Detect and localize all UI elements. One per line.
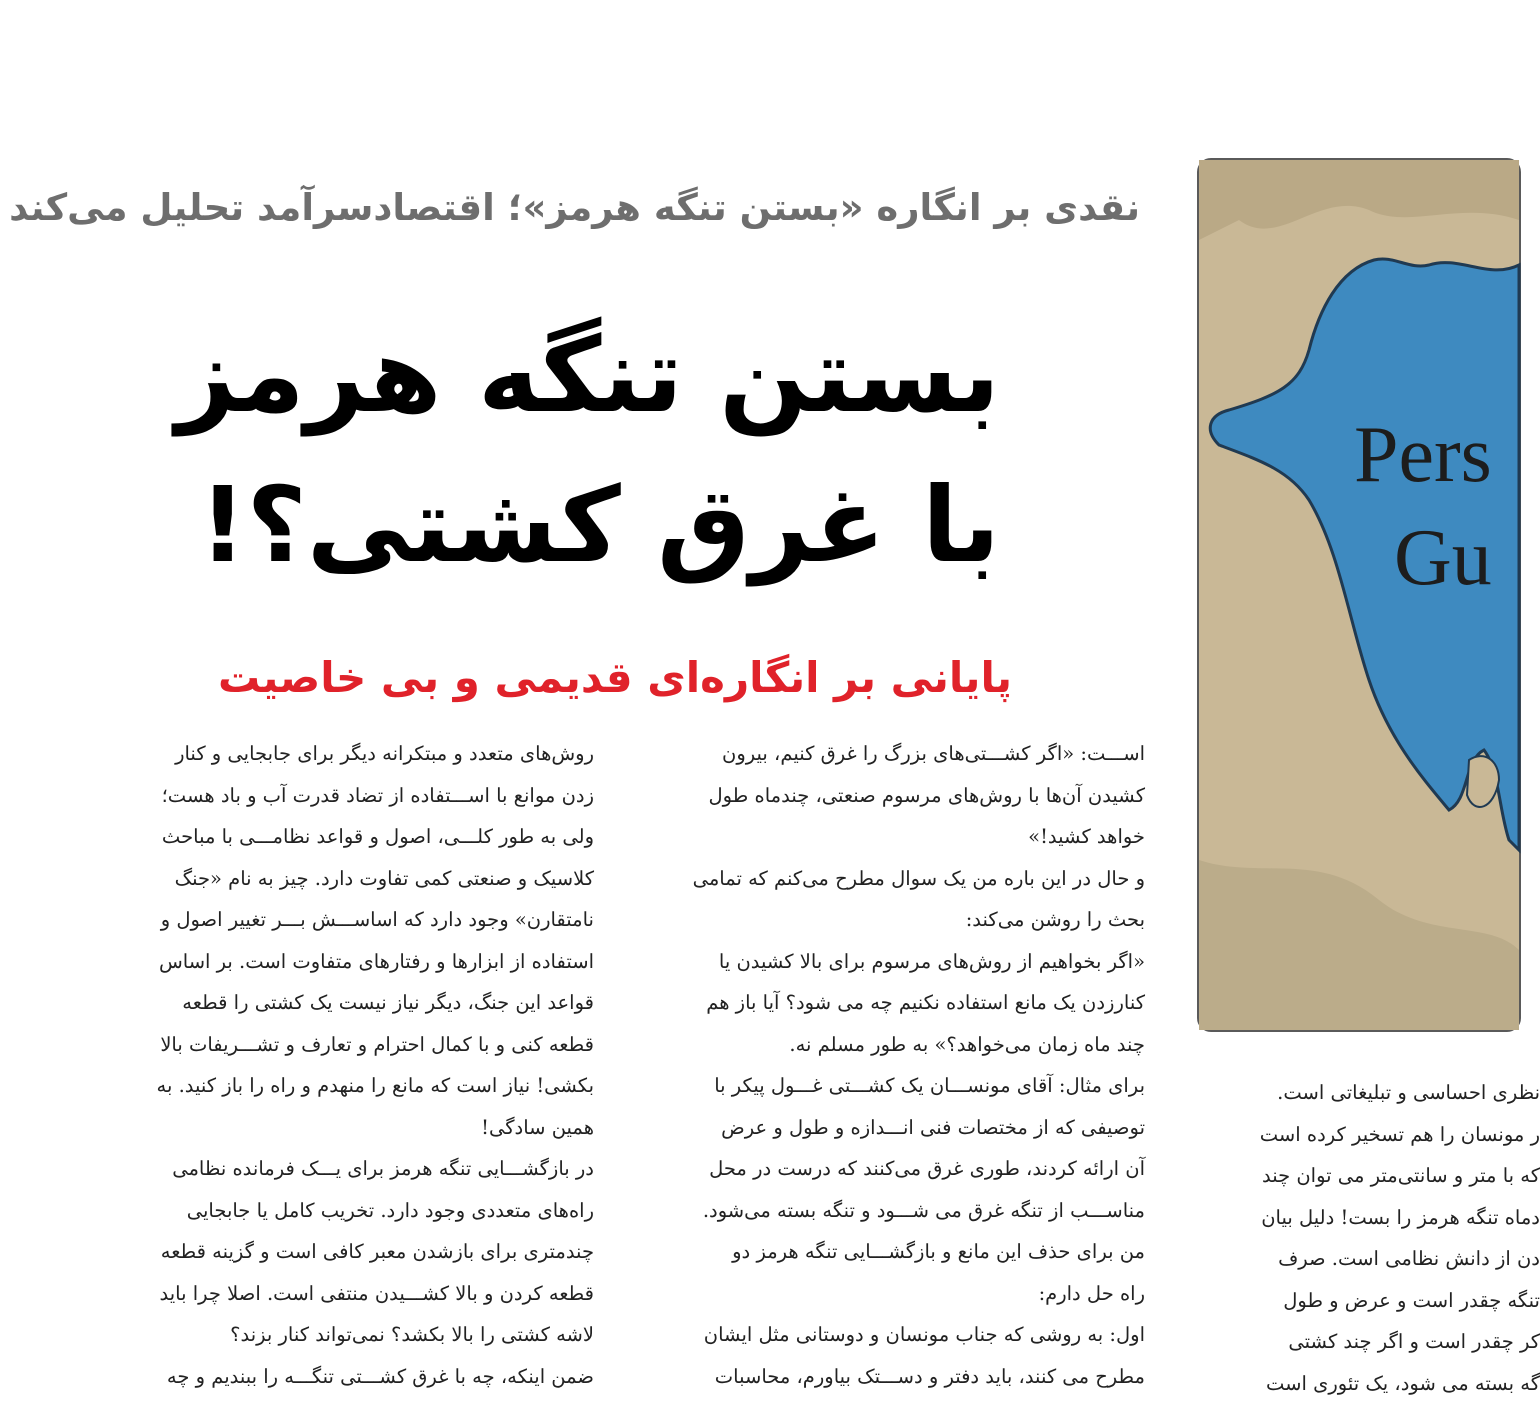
text-column-left <box>88 733 594 1397</box>
left-column-line: چندمتری برای بازشدن معبر کافی است و گزینه قطعه <box>88 1231 594 1273</box>
text-column-middle <box>640 733 1145 1397</box>
middle-column-line: کنارزدن یک مانع استفاده نکنیم چه می شود؟ آیا باز هم <box>640 982 1145 1024</box>
headline-line-1: بستن تنگه هرمز <box>240 300 1000 450</box>
headline-line-2: با غرق کشتی؟! <box>240 450 1000 600</box>
middle-column-line: راه حل دارم: <box>640 1273 1145 1315</box>
left-column-line: زدن موانع با اســـتفاده از تضاد قدرت آب و باد هست؛ <box>88 775 594 817</box>
left-column-line: قطعه کنی و با کمال احترام و تعارف و تشـــریفات بالا <box>88 1024 594 1066</box>
middle-column-line: مطرح می کنند، باید دفتر و دســـتک بیاورم، محاسبات <box>640 1356 1145 1398</box>
left-column-line: در بازگشـــایی تنگه هرمز برای یـــک فرمانده نظامی <box>88 1148 594 1190</box>
article-headline <box>240 300 1000 600</box>
persian-gulf-map-image <box>1197 158 1521 1032</box>
middle-column-line: مناســـب از تنگه غرق می شـــود و تنگه بسته می‌شود. <box>640 1190 1145 1232</box>
middle-column-line: خواهد کشید!» <box>640 816 1145 858</box>
map-label-line-1: Pers <box>1354 415 1492 495</box>
right-column-line: که با متر و سانتی‌متر می توان چند <box>1180 1155 1540 1197</box>
left-column-line: ضمن اینکه، چه با غرق کشـــتی تنگـــه را ببندیم و چه <box>88 1356 594 1398</box>
middle-column-line: اول: به روشی که جناب مونسان و دوستانی مثل ایشان <box>640 1314 1145 1356</box>
right-column-line: نظری احساسی و تبلیغاتی است. <box>1180 1072 1540 1114</box>
right-column-line: دن از دانش نظامی است. صرف <box>1180 1238 1540 1280</box>
right-column-line: ر مونسان را هم تسخیر کرده است <box>1180 1114 1540 1156</box>
middle-column-line: چند ماه زمان می‌خواهد؟» به طور مسلم نه. <box>640 1024 1145 1066</box>
left-column-line: بکشی! نیاز است که مانع را منهدم و راه را باز کنید. به <box>88 1065 594 1107</box>
middle-column-line: و حال در این باره من یک سوال مطرح می‌کنم که تمامی <box>640 858 1145 900</box>
left-column-line: همین سادگی! <box>88 1107 594 1149</box>
middle-column-line: بحث را روشن می‌کند: <box>640 899 1145 941</box>
middle-column-line: «اگر بخواهیم از روش‌های مرسوم برای بالا کشیدن یا <box>640 941 1145 983</box>
middle-column-line: من برای حذف این مانع و بازگشـــایی تنگه هرمز دو <box>640 1231 1145 1273</box>
left-column-line: کلاسیک و صنعتی کمی تفاوت دارد. چیز به نام «جنگ <box>88 858 594 900</box>
left-column-line: قواعد این جنگ، دیگر نیاز نیست یک کشتی را قطعه <box>88 982 594 1024</box>
middle-column-line: توصیفی که از مختصات فنی انـــدازه و طول و عرض <box>640 1107 1145 1149</box>
middle-column-line: اســـت: «اگر کشـــتی‌های بزرگ را غرق کنیم، بیرون <box>640 733 1145 775</box>
text-column-right <box>1180 1072 1540 1404</box>
right-column-line: گه بسته می شود، یک تئوری است <box>1180 1363 1540 1404</box>
left-column-line: استفاده از ابزارها و رفتارهای متفاوت است. بر اساس <box>88 941 594 983</box>
middle-column-line: برای مثال: آقای مونســـان یک کشـــتی غـــول پیکر با <box>640 1065 1145 1107</box>
left-column-line: روش‌های متعدد و مبتکرانه دیگر برای جابجایی و کنار <box>88 733 594 775</box>
article-kicker: نقدی بر انگاره «بستن تنگه هرمز»؛ اقتصادسرآمد تحلیل می‌کند <box>95 180 1140 236</box>
left-column-line: راه‌های متعددی وجود دارد. تخریب کامل یا جابجایی <box>88 1190 594 1232</box>
article-subheadline: پایانی بر انگاره‌ای قدیمی و بی خاصیت <box>205 645 1025 711</box>
left-column-line: لاشه کشتی را بالا بکشد؟ نمی‌تواند کنار بزند؟ <box>88 1314 594 1356</box>
map-label-line-2: Gu <box>1394 518 1492 598</box>
middle-column-line: آن ارائه کردند، طوری غرق می‌کنند که درست در محل <box>640 1148 1145 1190</box>
right-column-line: کر چقدر است و اگر چند کشتی <box>1180 1321 1540 1363</box>
left-column-line: قطعه کردن و بالا کشـــیدن منتفی است. اصلا چرا باید <box>88 1273 594 1315</box>
right-column-line: تنگه چقدر است و عرض و طول <box>1180 1280 1540 1322</box>
left-column-line: ولی به طور کلـــی، اصول و قواعد نظامـــی با مباحث <box>88 816 594 858</box>
right-column-line: دماه تنگه هرمز را بست! دلیل بیان <box>1180 1197 1540 1239</box>
left-column-line: نامتقارن» وجود دارد که اساســـش بـــر تغییر اصول و <box>88 899 594 941</box>
middle-column-line: کشیدن آن‌ها با روش‌های مرسوم صنعتی، چندماه طول <box>640 775 1145 817</box>
